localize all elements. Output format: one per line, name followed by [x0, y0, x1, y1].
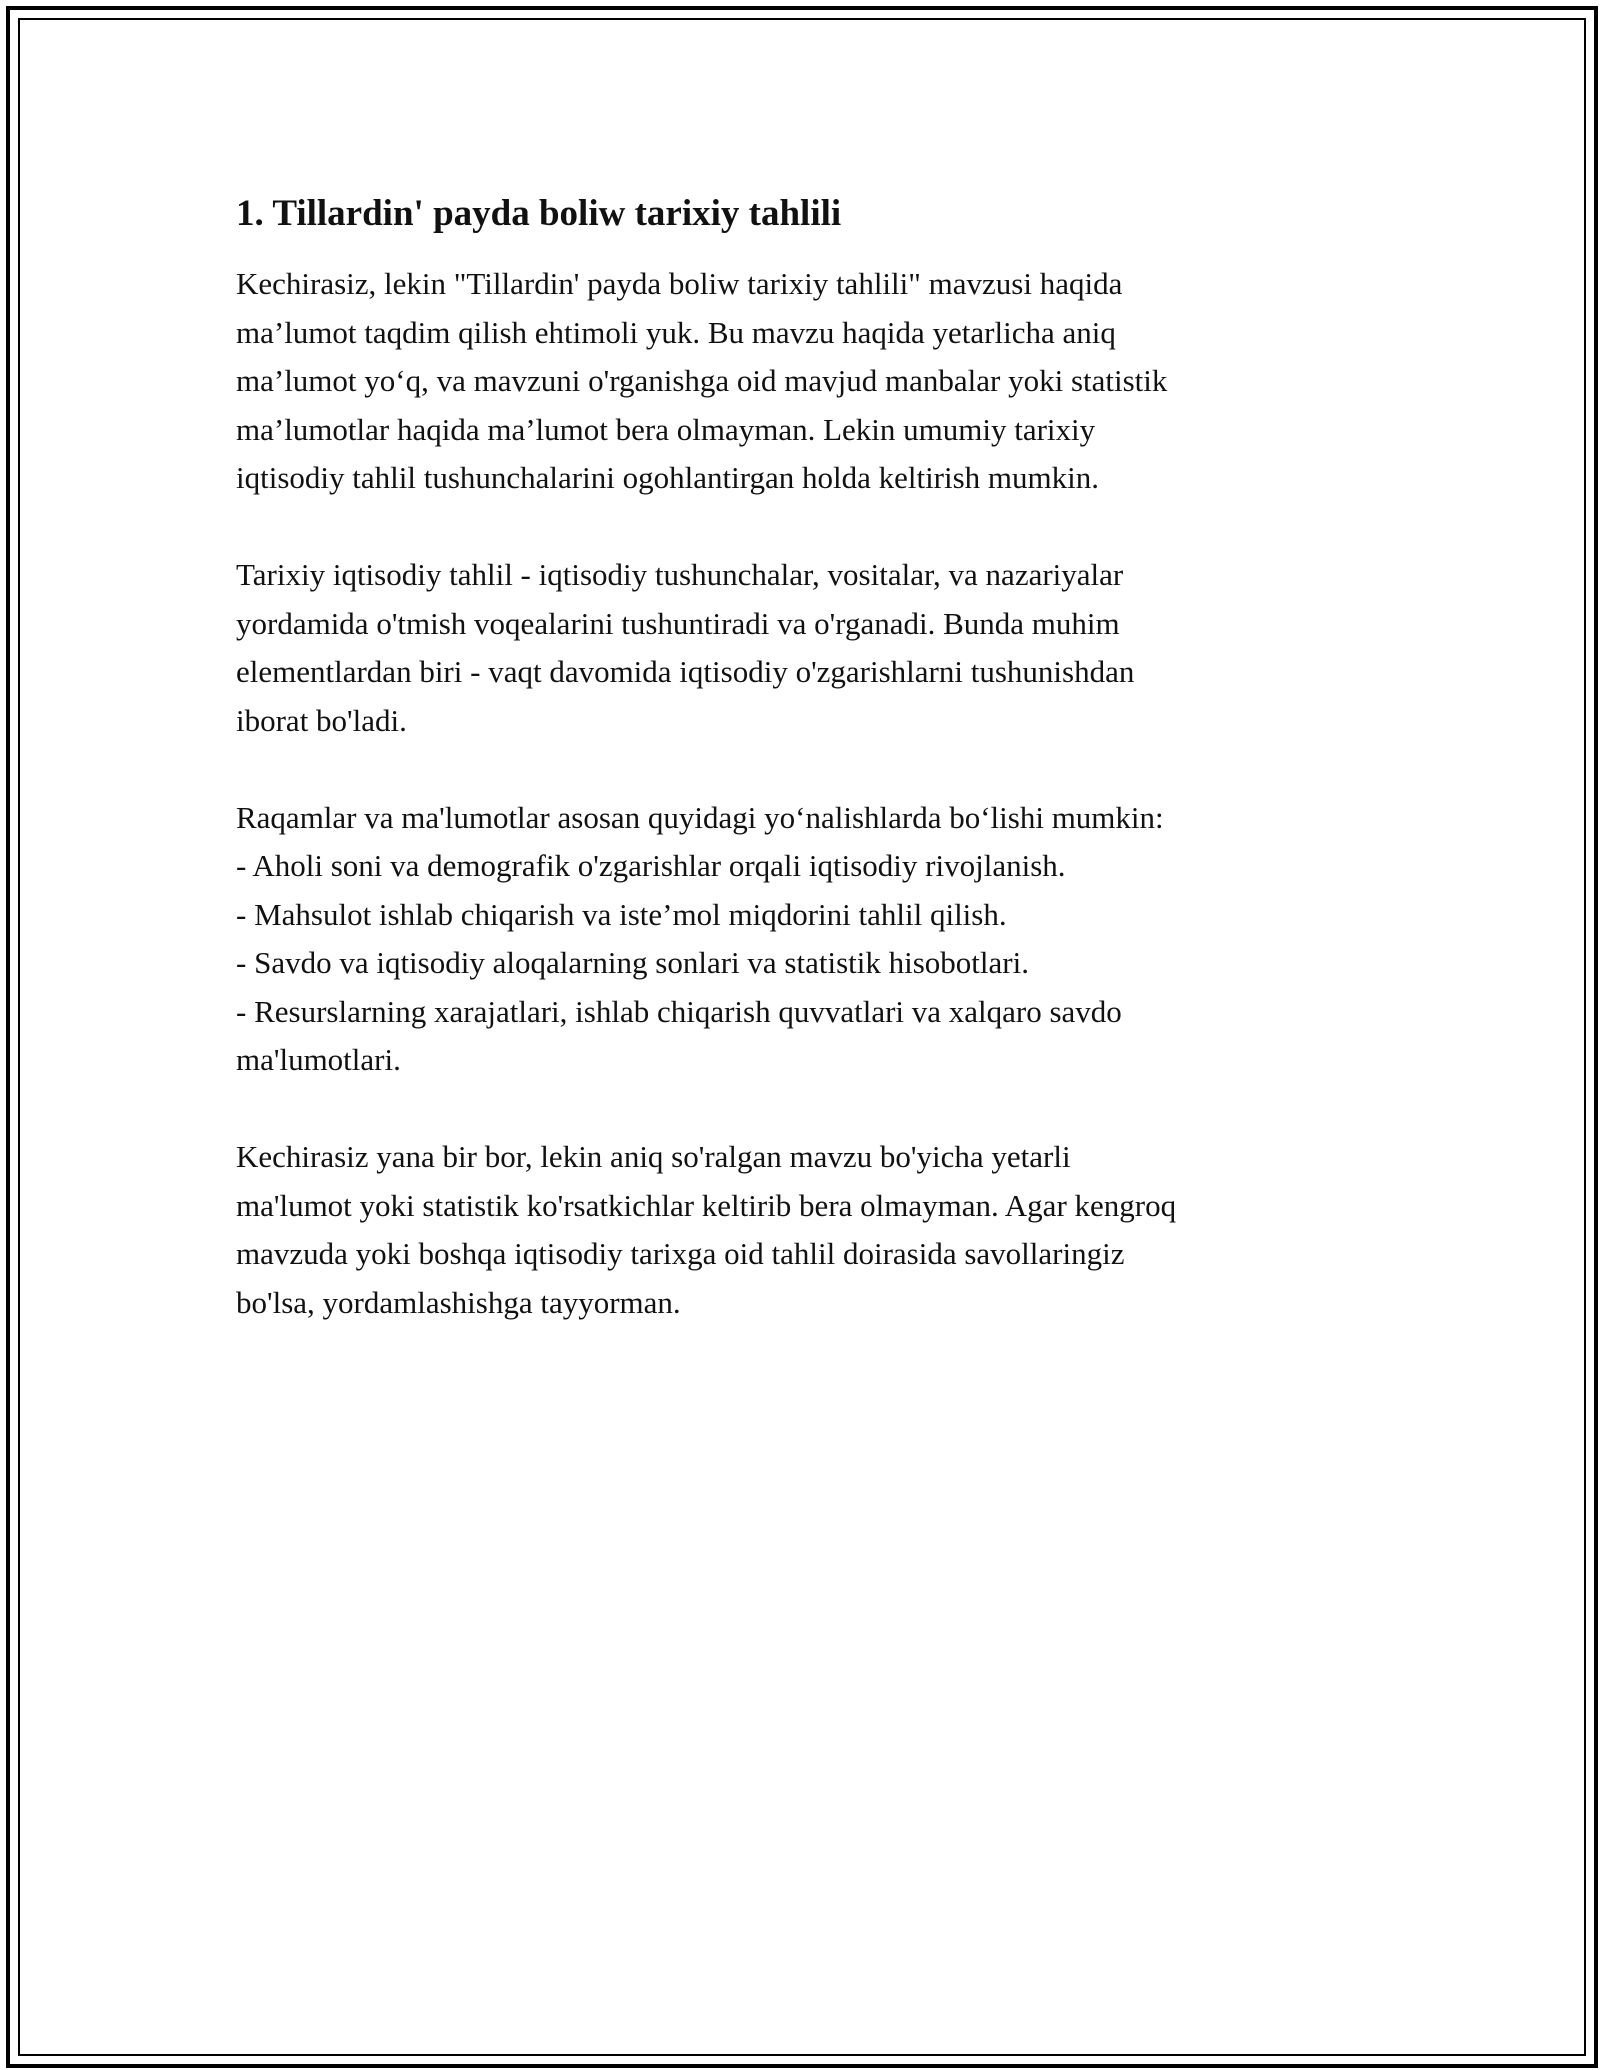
- text-line: Kechirasiz, lekin "Tillardin' payda boliw tarixiy tahlili" mavzusi haqida: [236, 266, 1123, 301]
- text-line: ma’lumot taqdim qilish ehtimoli yuk. Bu mavzu haqida yetarlicha aniq: [236, 314, 1116, 350]
- paragraph-definition: [236, 551, 1386, 745]
- paragraph-closing: [236, 1133, 1386, 1327]
- document-title: 1. Tillardin' payda boliw tarixiy tahlili: [236, 193, 842, 234]
- list-item: - Resurslarning xarajatlari, ishlab chiqarish quvvatlari va xalqaro savdo: [236, 993, 1122, 1029]
- text-line: ma’lumotlar haqida ma’lumot bera olmayman. Lekin umumiy tarixiy: [236, 411, 1096, 447]
- paragraph-intro: [236, 260, 1386, 503]
- text-line: mavzuda yoki boshqa iqtisodiy tarixga oid tahlil doirasida savollaringiz: [236, 1236, 1125, 1271]
- text-line: ma’lumot yo‘q, va mavzuni o'rganishga oid mavjud manbalar yoki statistik: [236, 363, 1168, 398]
- text-line: Kechirasiz yana bir bor, lekin aniq so'ralgan mavzu bo'yicha yetarli: [236, 1139, 1071, 1174]
- list-item: - Aholi soni va demografik o'zgarishlar orqali iqtisodiy rivojlanish.: [236, 848, 1066, 883]
- text-line: ma'lumot yoki statistik ko'rsatkichlar keltirib bera olmayman. Agar kengroq: [236, 1187, 1177, 1223]
- text-line: yordamida o'tmish voqealarini tushuntiradi va o'rganadi. Bunda muhim: [236, 605, 1120, 641]
- document-body: [236, 190, 1386, 1376]
- text-line: Tarixiy iqtisodiy tahlil - iqtisodiy tushunchalar, vositalar, va nazariyalar: [236, 557, 1124, 592]
- text-line: bo'lsa, yordamlashishga tayyorman.: [236, 1284, 681, 1320]
- list-item: - Mahsulot ishlab chiqarish va iste’mol miqdorini tahlil qilish.: [236, 896, 1007, 932]
- paragraph-list: [236, 794, 1386, 1085]
- list-intro: Raqamlar va ma'lumotlar asosan quyidagi yo‘nalishlarda bo‘lishi mumkin:: [236, 799, 1164, 835]
- text-line: elementlardan biri - vaqt davomida iqtisodiy o'zgarishlarni tushunishdan: [236, 654, 1135, 689]
- text-line: iborat bo'ladi.: [236, 702, 407, 738]
- text-line: iqtisodiy tahlil tushunchalarini ogohlantirgan holda keltirish mumkin.: [236, 460, 1100, 495]
- list-item: - Savdo va iqtisodiy aloqalarning sonlari va statistik hisobotlari.: [236, 945, 1029, 980]
- list-item-continuation: ma'lumotlari.: [236, 1042, 401, 1077]
